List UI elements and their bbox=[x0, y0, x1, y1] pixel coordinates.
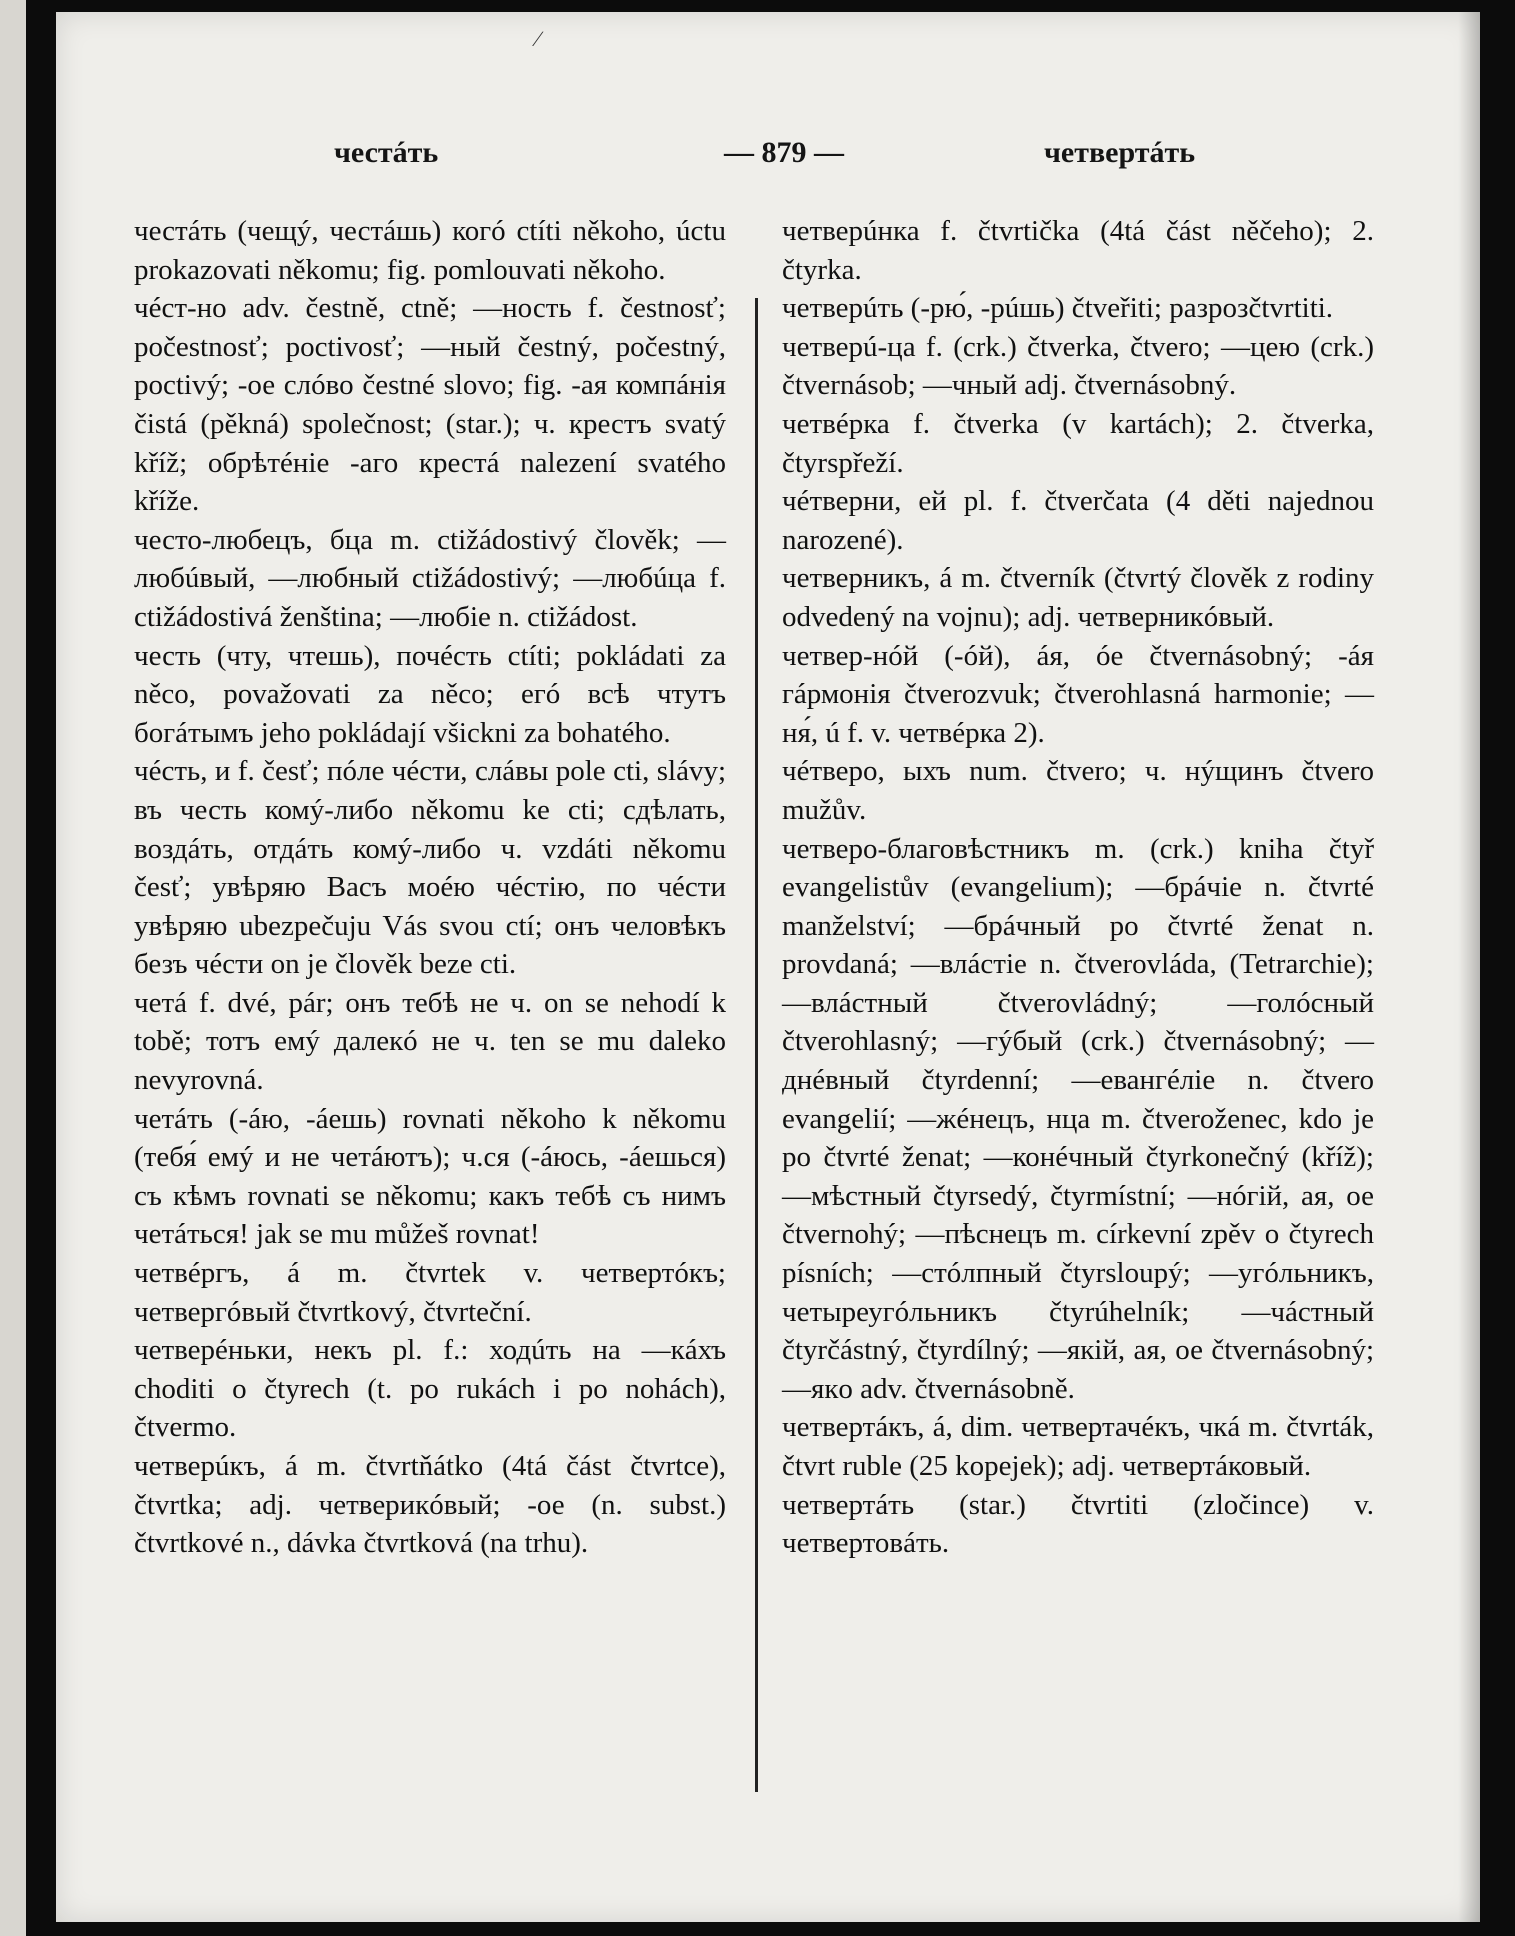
dictionary-entry: четверúть (-рю́, -рúшь) čtveřiti; разрозčtvrtiti. bbox=[782, 292, 1334, 325]
stray-mark: ∕ bbox=[536, 26, 540, 51]
dictionary-entry: четвертáть (star.) čtvrtiti (zločince) v. четвертовáть. bbox=[782, 1488, 1374, 1560]
dictionary-entry: честáть (чещý, честáшь) когó ctíti někoho, úctu prokazovati někomu; fig. pomlouvati někoho. bbox=[134, 215, 726, 286]
dictionary-entry: четверúкъ, á m. čtvrtňátko (4tá část čtvrtce), čtvrtka; adj. четверикóвый; -ое (n. subst.) čtvrtkové n., dávka čtvrtková (na trhu). bbox=[134, 1450, 726, 1560]
left-column bbox=[134, 212, 726, 1563]
dictionary-entry: четверéньки, некъ pl. f.: ходúть на —кáхъ choditi o čtyrech (t. po rukách i po nohách), čtvermo. bbox=[134, 1334, 726, 1444]
page-header bbox=[56, 136, 1480, 176]
page-number: — 879 — bbox=[724, 136, 844, 169]
dictionary-entry: чéтверни, ей pl. f. čtverčata (4 děti najednou narozené). bbox=[782, 485, 1374, 556]
dictionary-entry: четверú-ца f. (crk.) čtverka, čtvero; —цею (crk.) čtvernásob; —чный adj. čtvernásobný. bbox=[782, 330, 1374, 402]
dictionary-entry: четверникъ, á m. čtverník (čtvrtý člověk z rodiny odvedený na vojnu); adj. четверникóвый. bbox=[782, 562, 1374, 633]
dictionary-entry: четвéрка f. čtverka (v kartách); 2. čtverka, čtyrspřeží. bbox=[782, 407, 1374, 479]
header-left-guide-word: честáть bbox=[334, 136, 439, 169]
dictionary-entry: четá f. dvé, pár; онъ тебѣ не ч. on se nehodí k tobě; тотъ емý далекó не ч. ten se mu daleko nevyrovná. bbox=[134, 986, 726, 1097]
dictionary-entry: чéтверо, ыхъ num. čtvero; ч. нýщинъ čtvero mužův. bbox=[782, 755, 1374, 826]
dictionary-entry: чéсть, и f. česť; пóле чéсти, слáвы pole cti, slávy; въ честь комý-либо někomu ke cti; сдѣлать, воздáть, отдáть комý-либо ч. vzdáti někomu česť; увѣряю Васъ моéю чéстію, по чéсти увѣряю ubezpečuju Vás svou ctí; онъ человѣкъ безъ чéсти on je člověk beze cti. bbox=[134, 755, 726, 981]
dictionary-page bbox=[56, 12, 1480, 1922]
dictionary-entry: четверо-благовѣстникъ m. (crk.) kniha čtyř evangelistův (evangelium); —брáчіе n. čtvrté manželství; —брáчный po čtvrté ženat n. provdaná; —влáстіе n. čtverovláda, (Tetrarchie); —влáстный čtverovládný; —голóсный čtverohlasný; —гýбый (crk.) čtvernásobný; —днéвный čtyrdenní; —евангéліе n. čtvero evangelií; —жéнецъ, нца m. čtveroženec, kdo je po čtvrté ženat; —конéчный čtyrkonečný (kříž); —мѣстный čtyrsedý, čtyrmístní; —нóгій, ая, ое čtvernohý; —пѣснецъ m. církevní zpěv o čtyrech písních; —стóлпный čtyrsloupý; —угóльникъ, четыреугóльникъ čtyrúhelník; —чáстный čtyrčástný, čtyrdílný; —якій, ая, ое čtvernásobný; —якo adv. čtvernásobně. bbox=[782, 832, 1374, 1405]
dictionary-entry: четáть (-áю, -áешь) rovnati někoho k někomu (тебя́ емý и не четáютъ); ч.ся (-áюсь, -áешься) съ кѣмъ rovnati se někomu; какъ тебѣ съ нимъ четáться! jak se mu můžeš rovnat! bbox=[134, 1102, 726, 1251]
dictionary-entry: четвертáкъ, á, dim. четвертачéкъ, чкá m. čtvrták, čtvrt ruble (25 kopejek); adj. четвертáковый. bbox=[782, 1411, 1374, 1482]
dictionary-entry: чéст-но adv. čestně, ctně; —ность f. čestnosť; počestnosť; poctivosť; —ный čestný, počestný, poctivý; -ое слóво čestné slovo; fig. -ая компáнія čistá (pěkná) společnost; (star.); ч. крестъ svatý kříž; обрѣтéніе -аго крестá nalezení svatého kříže. bbox=[134, 292, 726, 518]
right-column bbox=[782, 212, 1374, 1563]
dictionary-entry: четвéргъ, á m. čtvrtek v. четвертóкъ; четвергóвый čtvrtkový, čtvrteční. bbox=[134, 1257, 726, 1328]
adjacent-page-edge bbox=[0, 0, 26, 1936]
column-divider bbox=[755, 298, 758, 1792]
dictionary-entry: често-любецъ, бца m. ctižádostivý člověk; —любúвый, —любный ctižádostivý; —любúца f. ctižádostivá ženština; —любіе n. ctižádost. bbox=[134, 523, 726, 633]
header-right-guide-word: четвертáть bbox=[1044, 136, 1196, 169]
dictionary-entry: честь (чту, чтешь), почéсть ctíti; pokládati za něco, považovati za něco; егó всѣ чтутъ богáтымъ jeho pokládají všickni za bohatého. bbox=[134, 639, 726, 749]
dictionary-entry: четверúнка f. čtvrtička (4tá část něčeho); 2. čtyrka. bbox=[782, 215, 1374, 286]
dictionary-entry: четвер-нóй (-óй), áя, óе čtvernásobný; -áя гáрмонія čtverozvuk; čtverohlasná harmonie; —ня́, ú f. v. четвéрка 2). bbox=[782, 639, 1374, 749]
